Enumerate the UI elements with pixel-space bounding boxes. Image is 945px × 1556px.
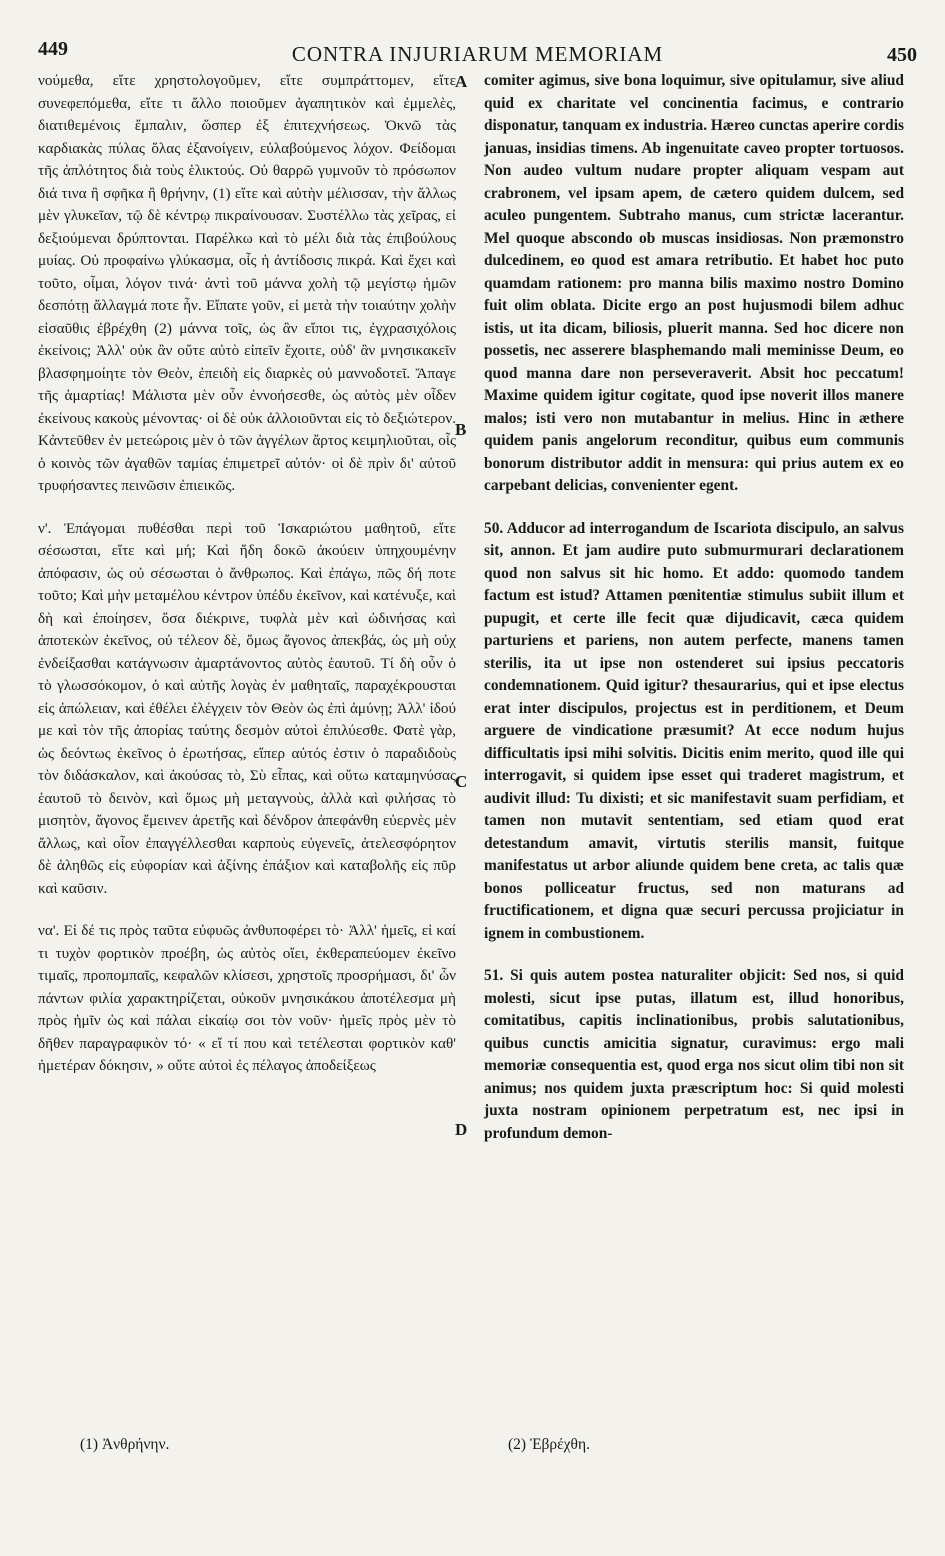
greek-paragraph: νούμεθα, εἴτε χρηστολογοῦμεν, εἴτε συμπράττομεν, εἴτε συνεφεπόμεθα, εἴτε τι ἄλλο ποιοῦμεν ἀγαπητικὸν καὶ ἐμμελὲς, διατιθεμένοις ἔμπαλιν, ὥσπερ ἐξ ἐπιτεχνήσεως. Ὀκνῶ τὰς καρδιακὰς πύλας ὅλας ἐξανοίγειν, εὐλαβούμενος λόχον. Φείδομαι τῆς ἁπλότητος διὰ τοὺς ἑλικτούς. Οὐ θαρρῶ γυμνοῦν τὸ πρόσωπον διά τινα ἢ σφῆκα ἢ θρήνην, (1) εἴτε καὶ αὐτὴν μέλισσαν, τὴν ἄλλως μὲν γλυκεῖαν, τῷ δὲ κέντρῳ πικραίνουσαν. Συστέλλω τὰς χεῖρας, εἰ δεξιούμεναι δρύπτονται. Παρέλκω καὶ τὸ μέλι διὰ τὰς ἐπιβούλους μυίας. Οὐ προφαίνω γλύκασμα, οἷς ἡ ἀντίδοσις πικρά. Καὶ ἔχει καὶ τοῦτο, οἶμαι, λόγον τινά· ἀντὶ τοῦ μάννα χολὴ τῷ μεγίστῳ ἡμῶν δεσπότῃ ἄλλαγμά ποτε ἦν. Εἴπατε γοῦν, εἰ μετὰ τὴν τοιαύτην χολὴν εἰσαῦθις ἐβρέχθη (2) μάννα τοῖς, ὡς ἂν εἴποι τις, ἐγχρασιχόλοις ἐκείνοις; Ἀλλ' οὐκ ἂν οὔτε αὐτὸ εἰπεῖν ἔχοιτε, οὐδ' ἂν μνησικακεῖν βλασφημοίητε τὸν Θεὸν, ἐπειδὴ εἰς διαρκὲς οὐ μαννοδοτεῖ. Ἄπαγε τῆς ἁμαρτίας! Μάλιστα μὲν οὖν ἐννοήσεσθε, ὡς αὐτὸς μὲν οἶδεν ἐκείνους κακοὺς μένοντας· οἱ δὲ οὐκ ἀλλοιοῦνται εἰς τὸ δεξιώτερον. Κἀντεῦθεν ἐν μετεώροις μὲν ὁ τῶν ἀγγέλων ἄρτος κειμηλιοῦται, οἷς ὁ κοινὸς τῶν ἀγαθῶν ταμίας ἐπιμετρεῖ αὐτόν· οἱ δὲ πρὶν δι' αὐτοῦ τρυφήσαντες πεινῶσιν ἐπιεικῶς.	[38, 72, 456, 494]
latin-paragraph: 50. Adducor ad interrogandum de Iscariota discipulo, an salvus sit, annon. Et jam audire puto submurmurari declarationem quod non salvus sit hic homo. Et addo: quomodo tandem factum est istud? Attamen pœnitentiæ stimulus subiit illum et pupugit, et certe ille fecit quæ dijudicavit, cæca quidem parturiens et pariens, non autem perfecte, manens tamen sterilis, ita ut ipse non ostenderet sui ipsius peccatoris condemnationem. Quid igitur? thesaurarius, qui et ipse electus erat inter discipulos, projectus est in perditionem, et Deum arguere de vindicatione præsumit? At ecce nodum hujus difficultatis ipsi mihi solvitis. Dicitis enim merito, quod ille qui interrogavit, si quidem ipse esset qui traderet magistrum, et audivit illud: Tu dixisti; et sic manifestavit suam perfidiam, et tamen non mutavit sententiam, sed etiam quod erat detestandum amavit, virtutis sterilis mansit, fuitque manifestatus ut arbor aliunde quidem bene creta, ac talis quæ bonos polliceatur fructus, sed non maturans ad fructificationem, et digna quæ securi percussa projiciatur in ignem in combustionem.	[484, 519, 904, 942]
page-number-left: 449	[38, 38, 68, 60]
latin-paragraph: 51. Si quis autem postea naturaliter objicit: Sed nos, si quid molesti, sicut ipse putas, illatum est, illud honoribus, comitatibus, capitis inclinationibus, probis salutationibus, quibus cunctis amicitia signatur, curavimus: ergo mali memoriæ consequentia est, quod erga nos sicut olim tibi non sit animus; nos quidem juxta præscriptum hoc: Si quid molesti juxta nostram opinionem perpetratum est, nec ipsi in profundum demon-	[484, 967, 904, 1142]
greek-paragraph: να'. Εἰ δέ τις πρὸς ταῦτα εὐφυῶς ἀνθυποφέρει τὸ· Ἀλλ' ἡμεῖς, εἰ καί τι τυχὸν φορτικὸν προέβη, ὡς αὐτὸς οἴει, ἐκθεραπεύομεν ἐκεῖνο τιμαῖς, προπομπαῖς, κεφαλῶν κλίσεσι, χρηστοῖς προσρήμασι, δι' ὧν πάντων φιλία χαρακτηρίζεται, οὐκοῦν μνησικάκου ἀποτέλεσμα μὴ πρὸς ἡμῖν ὡς καὶ πάλαι εἰκαίῳ σοι τὸν νοῦν· ἡμεῖς πρὸς μὲν τὸ δῆθεν παραγραφικὸν τό· « εἴ τί που καὶ τετέλεσται φορτικὸν καθ' ἡμετέραν δόκησιν, » οὔτε αὐτοὶ ἐς πέλαγος ἀποδείξεως	[38, 922, 456, 1074]
margin-marker-c: C	[455, 772, 468, 791]
greek-column	[38, 70, 456, 1078]
running-title: CONTRA INJURIARUM MEMORIAM	[291, 42, 664, 66]
margin-marker-a: A	[455, 72, 468, 91]
footnote-2: (2) Ἐβρέχθη.	[508, 1436, 590, 1453]
margin-marker-b: B	[455, 420, 467, 439]
latin-column	[484, 70, 904, 1145]
page-number-right: 450	[887, 44, 917, 66]
latin-paragraph: comiter agimus, sive bona loquimur, sive opitulamur, sive aliud quid ex charitate vel concinentia facimus, e contrario disponatur, tanquam ex industria. Hæreo cunctas aperire cordis januas, insidias timens. Ab ingenuitate caveo propter tortuosos. Non audeo vultum nudare propter aliquam vespam aut crabronem, vel ipsam apem, de cætero quidem dulcem, sed aculeo pungentem. Subtraho manus, cum strictæ lacerantur. Mel quoque abscondo ob muscas insidiosas. Non præmonstro dulcedinem, eo quod est amara retributio. Et habet hoc puto quamdam rationem: pro manna bilis maximo nostro Domino fuit olim oblata. Dicite ergo an post hujusmodi bilem adhuc istis, ut ita dicam, biliosis, pluerit manna. Sed hoc dicere non possetis, nec asserere blasphemando mali meminisse Deum, eo quod manna dare non perseveraverit. Absit hoc peccatum! Maxime quidem igitur cogitate, quod ipse noverit illos manere malos; isti vero non mutabantur in melius. Hinc in æthere quidem panis angelorum reconditur, quibus eum communis bonorum distributor addit in mensura: qui prius autem ex eo carpebant delicias, convenienter egent.	[484, 72, 904, 494]
footnote-1: (1) Ἀνθρήνην.	[80, 1436, 170, 1453]
running-header	[38, 34, 917, 68]
margin-marker-d: D	[455, 1120, 468, 1139]
greek-paragraph: ν'. Ἐπάγομαι πυθέσθαι περὶ τοῦ Ἰσκαριώτου μαθητοῦ, εἴτε σέσωσται, εἴτε καὶ μή; Καὶ ἤδη δοκῶ ἀκούειν ὑπηχουμένην ἀπόφασιν, ὡς οὐ σέσωσται ὁ ἄνθρωπος. Καὶ ἐπάγω, πῶς δή ποτε τοῦτο; Καὶ μὴν μεταμέλου κέντρον ὑπέδυ ἐκεῖνον, καὶ κατένυξε, καὶ δὴ καὶ ἐποίησεν, ὅσα διέκρινε, τυφλὰ μὲν καὶ ὠδινήσας καὶ ἀποτεκὼν ἐκεῖνος, οὐ τέλεον δὲ, ὅμως ἄγονος ἀπεκβάς, ὡς μὴ οὐχ ἐνδείξασθαι κατάγνωσιν ἁμαρτάνοντος αὐτὸς ἑαυτοῦ. Τί δὴ οὖν ὁ τὸ γλωσσόκομον, ὁ καὶ αὐτῆς λογὰς ἐν μαθηταῖς, παραχέκρουσται εἰς ἀπώλειαν, καὶ ἐθέλει ἐλέγχειν τὸν Θεὸν ὡς ἐπὶ ἀμύνῃ; Ἀλλ' ἰδού με καὶ τὸν τῆς ἀπορίας ταύτης δεσμὸν αὐτοὶ ἐπιλύεσθε. Φατὲ γὰρ, ὡς δεόντως ἐκεῖνος ὁ ἐρωτήσας, εἴπερ αὐτός ἐστιν ὁ παραδιδοὺς τὸν διδάσκαλον, καὶ ἀκούσας τὸ, Σὺ εἶπας, καὶ οὕτω καταμηνύσας ἑαυτοῦ τὸ δεινὸν, καὶ ὅμως μὴ μεταγνοὺς, ἀλλὰ καὶ φιλήσας τὸ μισητὸν, ἄγονος ἔμεινεν ἀρετῆς καὶ δένδρον ἀπεφάνθη εὐερνὲς μὲν ἄλλως, καὶ οἷον ἐπαγγέλλεσθαι καρποὺς εὐγενεῖς, ἀτελεσφόρητον δὲ ἀληθῶς εἰς εὐφορίαν καὶ ἀξίνης ἐπάξιον καὶ καταβολῆς εἰς πῦρ καὶ καῦσιν.	[38, 519, 456, 897]
